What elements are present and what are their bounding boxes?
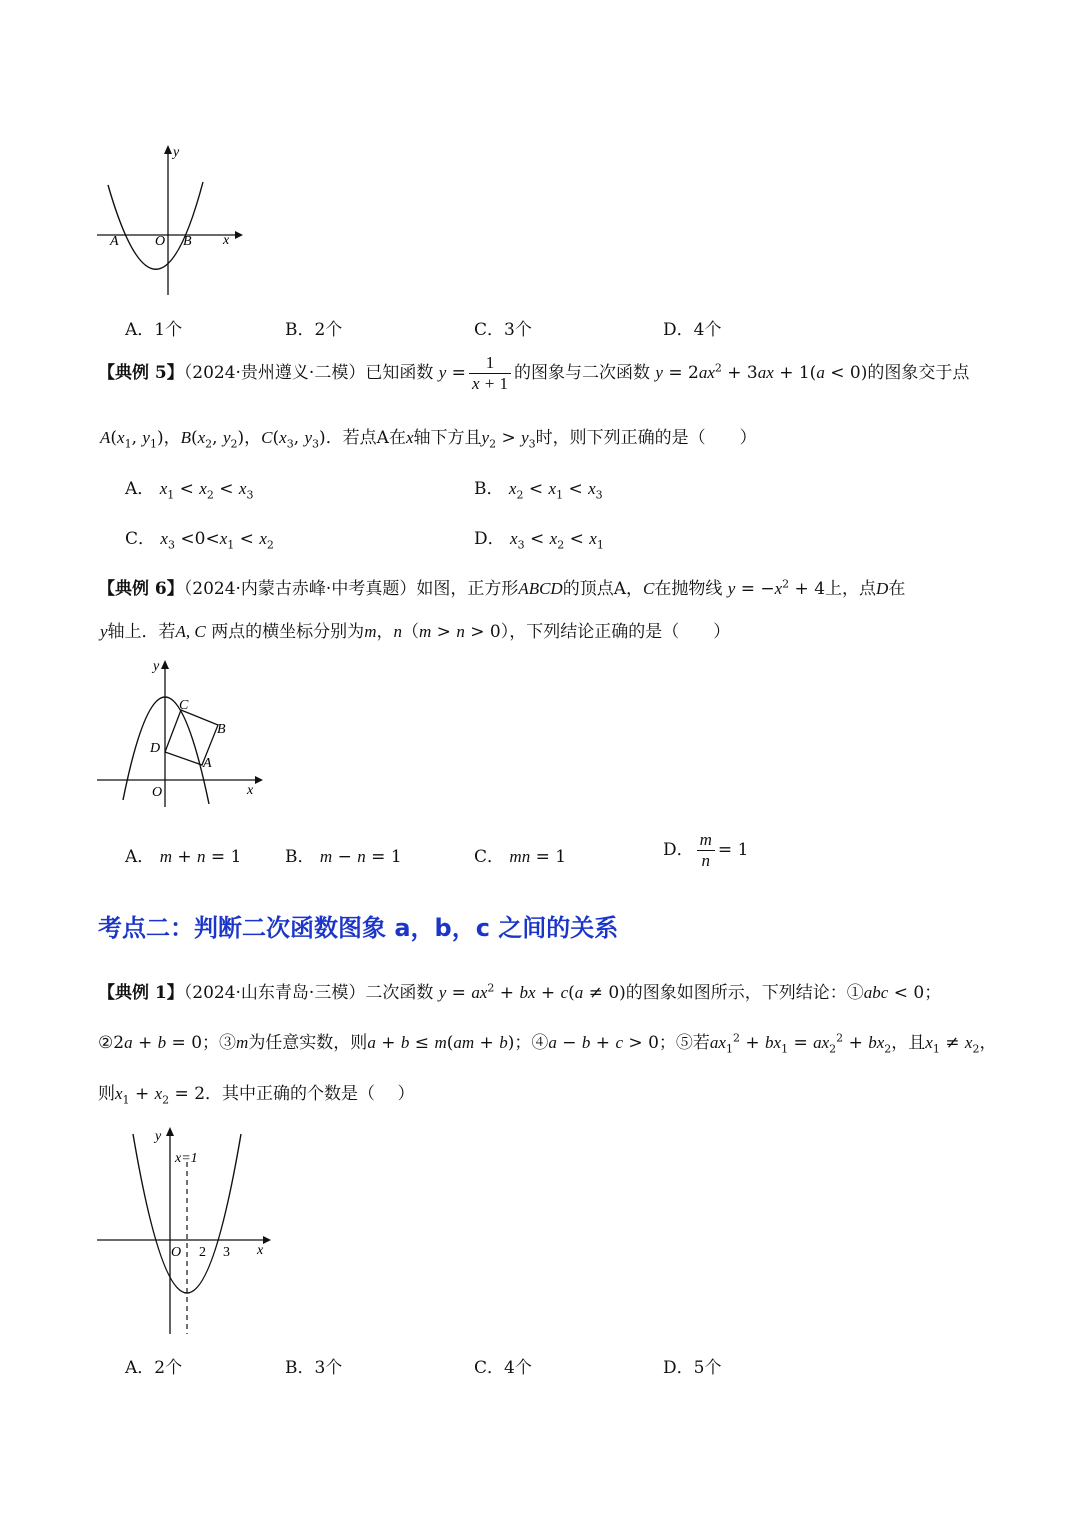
q4-option-c[interactable]: C．3个 — [474, 320, 532, 340]
q5-option-d[interactable]: D． $x_3 < x_2 < x_1$ — [474, 529, 604, 552]
q7-option-a[interactable]: A．2个 — [125, 1358, 183, 1378]
q5-option-a[interactable]: A． $x_1 < x_2 < x_3$ — [125, 479, 254, 502]
fig2-y-label: y — [153, 659, 160, 674]
fig3-y-label: y — [155, 1129, 162, 1144]
q7-option-c[interactable]: C．4个 — [474, 1358, 532, 1378]
q6-option-d[interactable]: D． $\frac{m}{n}$ = 1 — [663, 830, 749, 870]
q5-tag: 【典例 5】 — [98, 363, 184, 383]
fig1-y-label: y — [173, 145, 180, 160]
q6-source: （2024·内蒙古赤峰·中考真题） — [183, 579, 417, 599]
q4-option-a[interactable]: A．1个 — [125, 320, 183, 340]
q4-option-b[interactable]: B．2个 — [285, 320, 343, 340]
fig2-x-label: x — [247, 783, 254, 798]
q4-option-d[interactable]: D．4个 — [663, 320, 722, 340]
q7-line3: 则$x_1 + x_2 = 2$．其中正确的个数是（ ） — [98, 1084, 415, 1107]
q5-line1: 【典例 5】（2024·贵州遵义·二模）已知函数 y = $\frac{1}{x + 1}$ 的图象与二次函数 $y = 2ax^2 + 3ax + 1(a < 0)$的图象交于点 — [98, 353, 970, 393]
q7-option-b[interactable]: B．3个 — [285, 1358, 343, 1378]
fig2-label-b: B — [217, 722, 226, 737]
q6-option-a[interactable]: A． m + n = 1 — [125, 847, 242, 867]
fig3-label-3: 3 — [223, 1245, 230, 1260]
q7-option-d[interactable]: D．5个 — [663, 1358, 722, 1378]
fig2-label-a: A — [203, 756, 212, 771]
q5-option-b[interactable]: B． $x_2 < x_1 < x_3$ — [474, 479, 603, 502]
fig1-label-a: A — [110, 234, 119, 249]
figure-parabola-ab — [95, 140, 245, 295]
q7-line2: ②2a + b = 0；③m为任意实数，则a + b ≤ m(am + b)；④a − b + c > 0；⑤若$ax_1^2 + bx_1 = ax_2^2 + bx_2$，且$x_1 \ne x_2$， — [98, 1031, 997, 1056]
fig3-label-2: 2 — [199, 1245, 206, 1260]
fig2-label-o: O — [152, 785, 163, 800]
fig3-label-o: O — [171, 1245, 182, 1260]
q6-tag: 【典例 6】 — [98, 579, 184, 599]
fig3-axis-label: x=1 — [175, 1151, 198, 1166]
q6-option-c[interactable]: C． mn = 1 — [474, 847, 567, 867]
fig3-x-label: x — [257, 1243, 264, 1258]
section-2-title: 考点二：判断二次函数图象 a，b，c 之间的关系 — [98, 914, 619, 942]
figure-parabola-axis — [95, 1122, 275, 1334]
fig1-label-o: O — [155, 234, 166, 249]
fig1-x-label: x — [223, 233, 230, 248]
q7-source: （2024·山东青岛·三模） — [183, 983, 366, 1003]
q6-option-b[interactable]: B． m − n = 1 — [285, 847, 402, 867]
fig2-label-d: D — [150, 741, 161, 756]
q5-option-c[interactable]: C． $x_3 <0<x_1 < x_2$ — [125, 529, 274, 552]
q5-source: （2024·贵州遵义·二模） — [183, 363, 366, 383]
q7-tag: 【典例 1】 — [98, 983, 184, 1003]
figure-square-parabola — [95, 652, 265, 807]
fig2-label-c: C — [179, 698, 189, 713]
q6-line2: y轴上．若A, C 两点的横坐标分别为m，n（m > n > 0），下列结论正确的是（ ） — [100, 622, 731, 642]
q5-line2: $A(x_1$, $y_1$)，$B(x_2$, $y_2$)，$C(x_3$, $y_3$)．若点A在x轴下方且$y_2 > y_3$时，则下列正确的是（ ） — [100, 428, 757, 451]
q7-line1: 【典例 1】（2024·山东青岛·三模）二次函数 $y = ax^2$ + bx + c(a ≠ 0)的图象如图所示，下列结论：①abc < 0； — [98, 981, 942, 1003]
fig1-label-b: B — [183, 234, 192, 249]
q6-line1: 【典例 6】（2024·内蒙古赤峰·中考真题）如图，正方形ABCD的顶点A，C在抛物线 $y = -x^2 + 4$上，点D在 — [98, 577, 906, 599]
